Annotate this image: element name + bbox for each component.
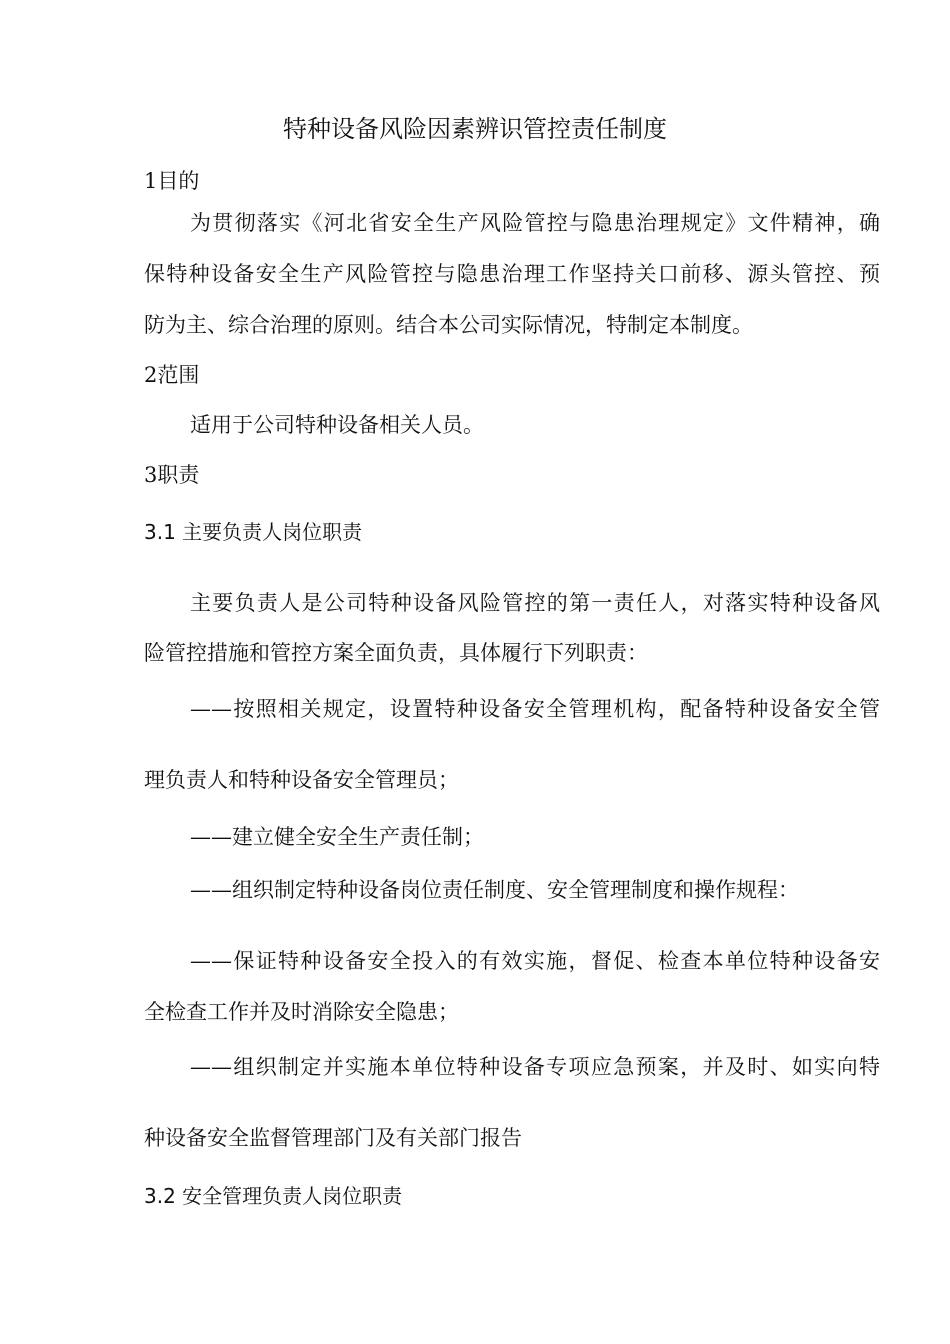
section-3-1-heading: 3.1 主要负责人岗位职责 [144,520,363,544]
duty-item-5-line-2: 种设备安全监督管理部门及有关部门报告 [144,1126,522,1150]
section-3-2-heading: 3.2 安全管理负责人岗位职责 [144,1184,403,1208]
duty-item-5-line-1: ——组织制定并实施本单位特种设备专项应急预案，并及时、如实向特 [190,1055,880,1079]
section-3-1-intro-line-1: 主要负责人是公司特种设备风险管控的第一责任人，对落实特种设备风 [190,591,880,615]
duty-item-4-line-1: ——保证特种设备安全投入的有效实施，督促、检查本单位特种设备安 [190,949,880,973]
document-title: 特种设备风险因素辨识管控责任制度 [283,115,667,143]
duty-item-2: ——建立健全安全生产责任制； [190,825,484,849]
duty-item-4-line-2: 全检查工作并及时消除安全隐患； [144,1000,459,1024]
section-1-paragraph-line-3: 防为主、综合治理的原则。结合本公司实际情况，特制定本制度。 [144,313,753,337]
section-1-paragraph-line-2: 保特种设备安全生产风险管控与隐患治理工作坚持关口前移、源头管控、预 [144,262,880,286]
section-3-1-intro-line-2: 险管控措施和管控方案全面负责，具体履行下列职责： [144,641,648,665]
duty-item-3: ——组织制定特种设备岗位责任制度、安全管理制度和操作规程： [190,878,799,902]
section-1-paragraph-line-1: 为贯彻落实《河北省安全生产风险管控与隐患治理规定》文件精神，确 [190,211,880,235]
section-2-paragraph: 适用于公司特种设备相关人员。 [190,413,484,437]
section-2-heading: 2范围 [144,363,200,387]
section-1-heading: 1目的 [144,169,200,193]
duty-item-1-line-2: 理负责人和特种设备安全管理员； [144,768,459,792]
section-3-heading: 3职责 [144,463,200,487]
duty-item-1-line-1: ——按照相关规定，设置特种设备安全管理机构，配备特种设备安全管 [190,697,880,721]
